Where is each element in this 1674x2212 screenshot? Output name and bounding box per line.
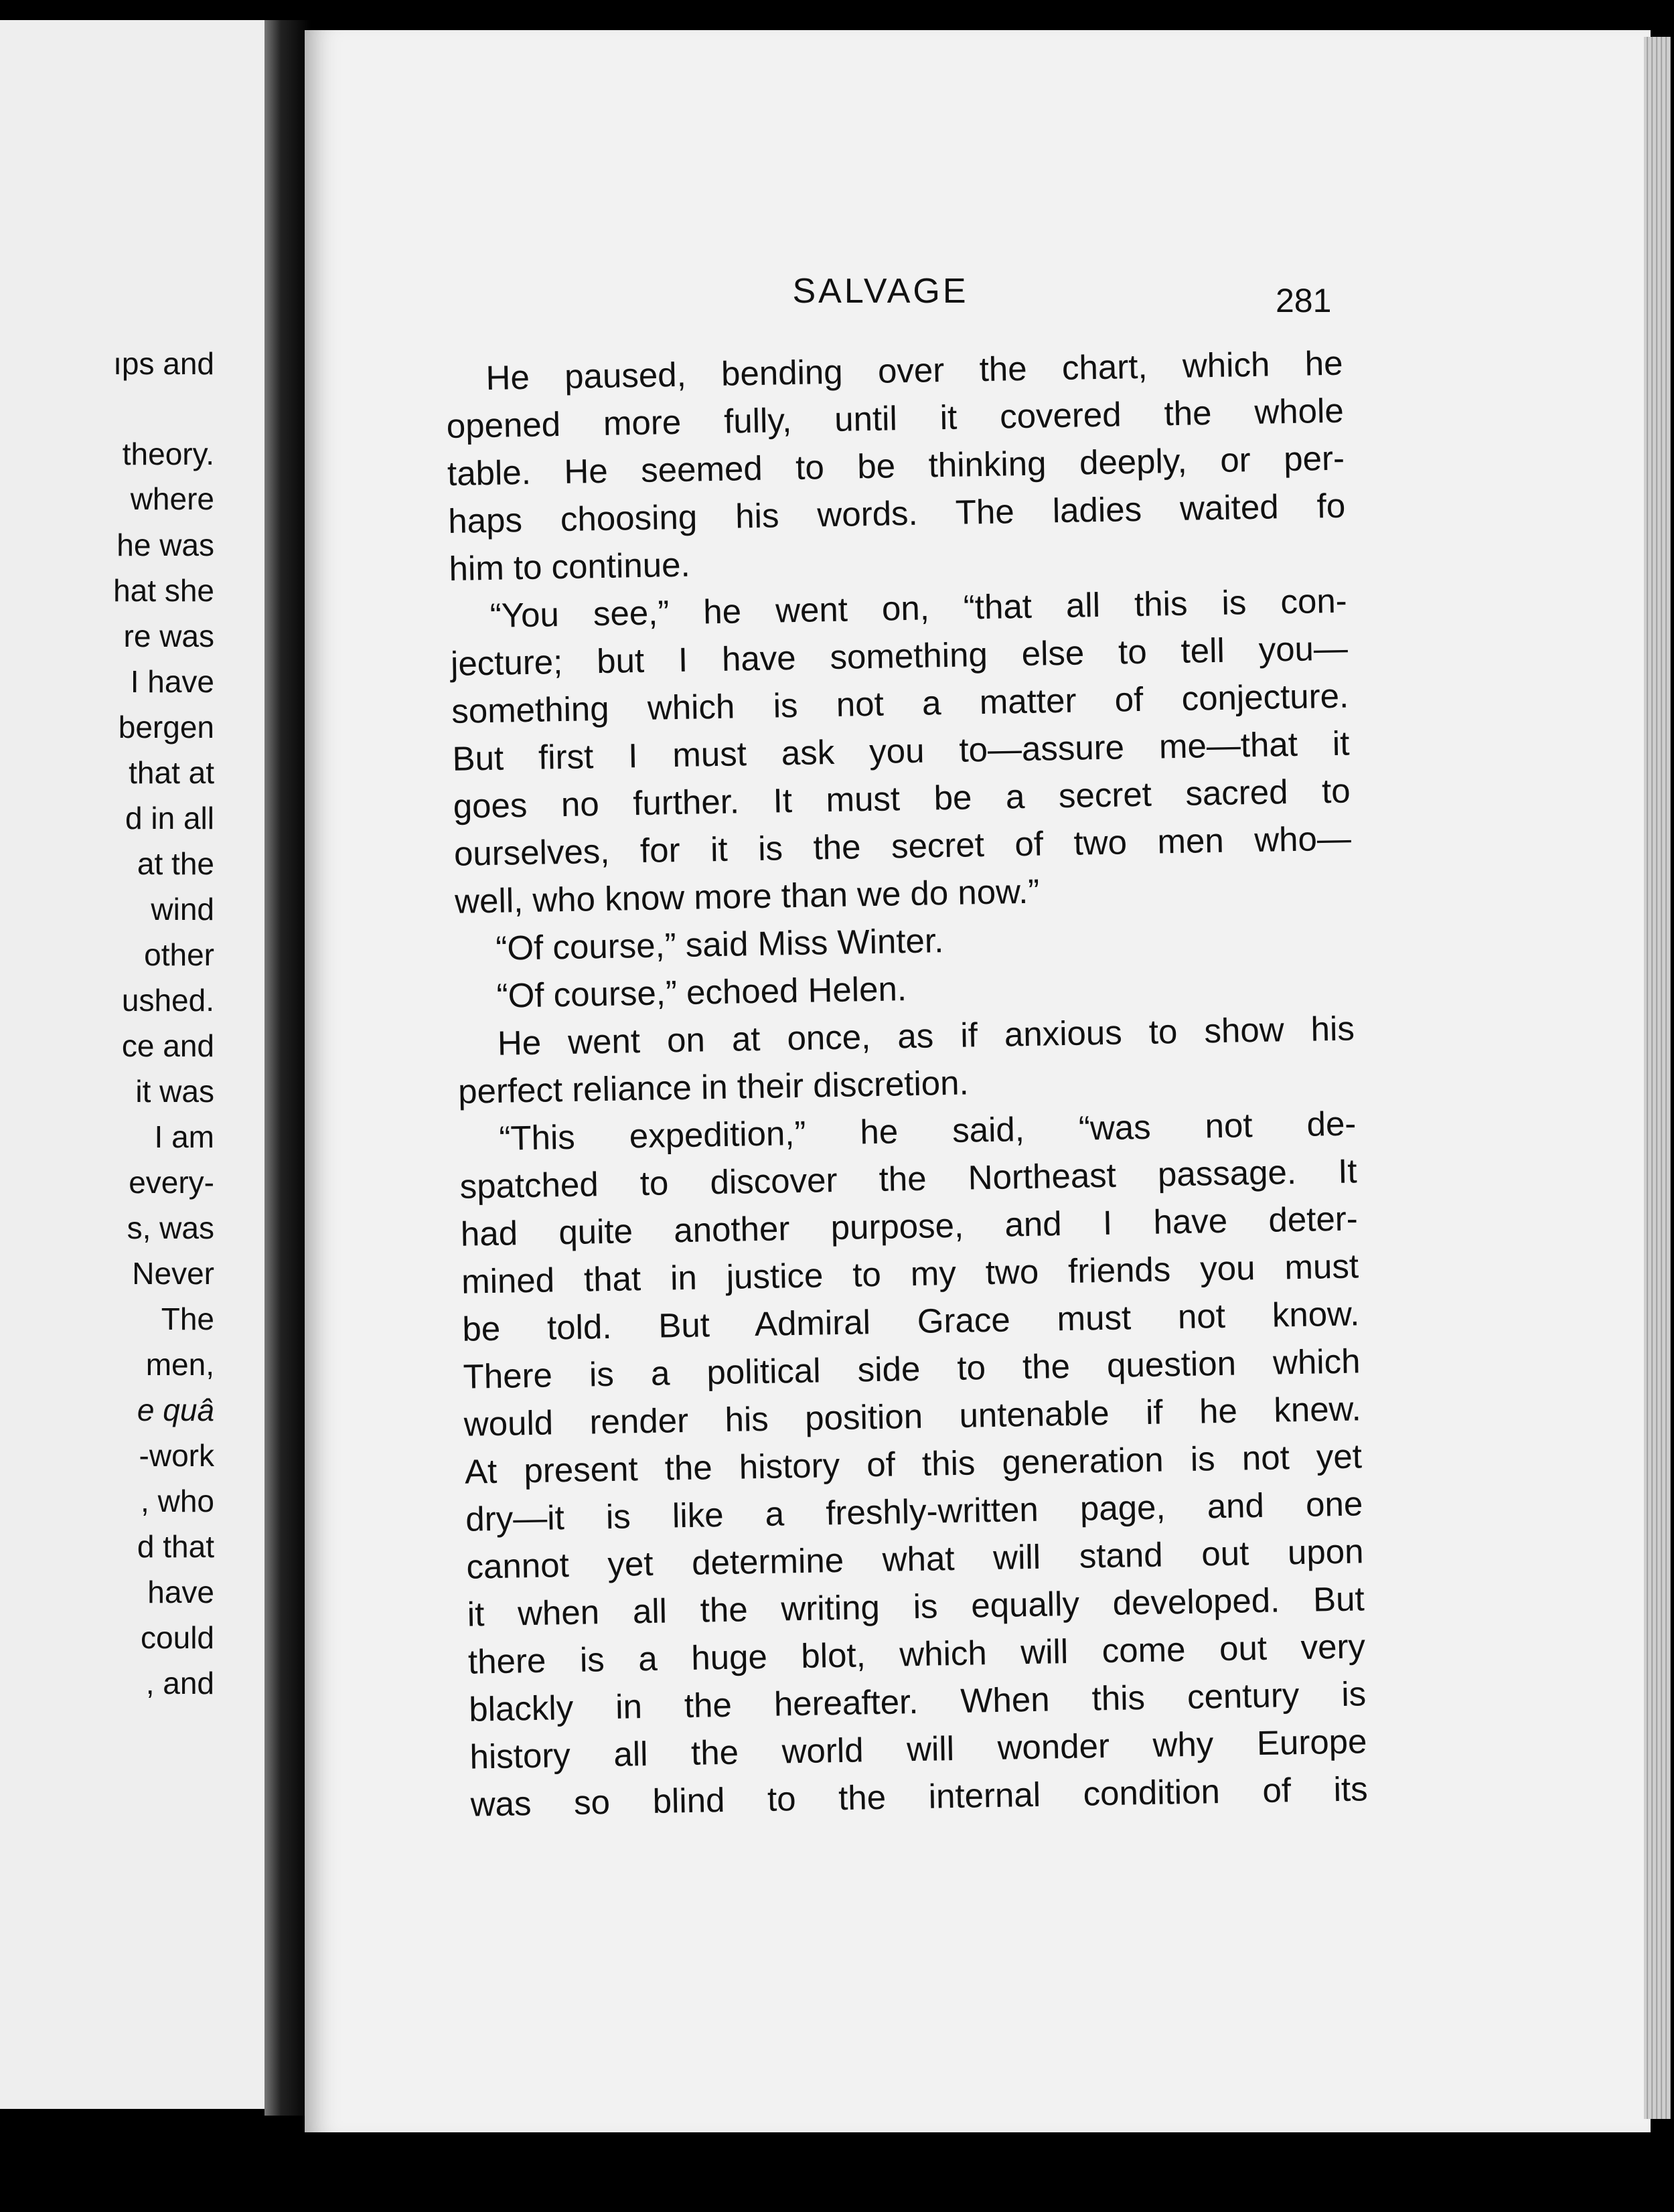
page-number: 281	[1276, 282, 1332, 319]
text-line: He went on at once, as if anxious to show his	[497, 1009, 1355, 1062]
left-page-line: at the	[137, 846, 214, 881]
text-line: there is a huge blot, which will come out very	[467, 1627, 1366, 1681]
text-line: “You see,” he went on, “that all this is con-	[489, 581, 1348, 635]
text-line: table. He seemed to be thinking deeply, or per-	[447, 439, 1345, 493]
page-body-text	[445, 339, 1368, 1828]
text-line: goes no further. It must be a secret sacred to	[453, 771, 1351, 825]
left-page-line: d that	[137, 1529, 214, 1564]
left-page-line: , who	[141, 1484, 214, 1518]
text-line: mined that in justice to my two friends you must	[461, 1247, 1359, 1301]
left-page-line: that at	[129, 755, 214, 790]
left-page-line: ıps and	[113, 346, 214, 381]
text-line: would render his position untenable if he knew.	[463, 1389, 1362, 1443]
left-page-line: ce and	[121, 1028, 214, 1063]
left-page-line: , and	[145, 1666, 214, 1701]
left-page-line: men,	[145, 1347, 214, 1382]
text-line: be told. But Admiral Grace must not know.	[461, 1294, 1360, 1348]
left-page-line: -work	[139, 1438, 214, 1473]
text-line: cannot yet determine what will stand out upon	[466, 1532, 1364, 1586]
left-page-line: Never	[132, 1256, 214, 1291]
text-line: haps choosing his words. The ladies waited fo	[447, 486, 1346, 540]
left-page-line: bergen	[118, 710, 214, 744]
text-line: jecture; but I have something else to tell you—	[450, 629, 1349, 683]
left-page-line: every-	[129, 1165, 214, 1200]
text-line: something which is not a matter of conjecture.	[451, 676, 1349, 730]
text-line: it when all the writing is equally developed. But	[467, 1579, 1365, 1634]
left-page-line: other	[144, 937, 214, 972]
running-head: SALVAGE	[792, 272, 969, 311]
text-line: There is a political side to the question which	[463, 1342, 1361, 1396]
left-page-line: hat she	[113, 573, 214, 608]
text-line: dry—it is like a freshly-written page, and one	[465, 1484, 1363, 1538]
left-page-line: I have	[130, 664, 214, 699]
left-page-line: it was	[135, 1074, 214, 1109]
text-line: him to continue.	[449, 545, 691, 588]
text-line: “Of course,” echoed Helen.	[496, 969, 907, 1015]
left-page-line: he was	[117, 528, 214, 562]
text-line: At present the history of this generation is not yet	[464, 1437, 1363, 1491]
text-line: blackly in the hereafter. When this century is	[468, 1674, 1367, 1729]
text-line: But first I must ask you to—assure me—that it	[452, 724, 1350, 778]
left-page-line: theory.	[122, 437, 214, 471]
left-page-line: could	[141, 1620, 214, 1655]
text-line: was so blind to the internal condition of its	[470, 1769, 1369, 1824]
left-page-line: The	[161, 1301, 214, 1336]
page-edges	[1644, 37, 1671, 2119]
left-page-line: e quâ	[137, 1393, 214, 1427]
text-line: He paused, bending over the chart, which he	[485, 343, 1343, 397]
left-page-line: d in all	[125, 801, 214, 836]
text-line: “Of course,” said Miss Winter.	[495, 921, 944, 967]
left-page-line: s, was	[127, 1210, 214, 1245]
left-page-line: ushed.	[121, 983, 214, 1018]
left-page-line: have	[147, 1575, 214, 1609]
text-line: perfect reliance in their discretion.	[457, 1063, 970, 1111]
text-line: well, who know more than we do now.”	[454, 872, 1040, 921]
left-page-line: re was	[123, 619, 214, 653]
text-line: opened more fully, until it covered the whole	[446, 391, 1345, 445]
left-facing-page	[0, 20, 275, 2109]
text-line: “This expedition,” he said, “was not de-	[498, 1104, 1357, 1158]
text-line: ourselves, for it is the secret of two men who—	[453, 819, 1352, 873]
text-line: spatched to discover the Northeast passage. It	[459, 1152, 1357, 1206]
text-line: history all the world will wonder why Europe	[469, 1722, 1367, 1776]
left-page-line: wind	[151, 892, 214, 927]
left-page-line: where	[130, 481, 214, 516]
text-line: had quite another purpose, and I have deter-	[460, 1199, 1359, 1253]
left-page-line: I am	[154, 1119, 214, 1154]
